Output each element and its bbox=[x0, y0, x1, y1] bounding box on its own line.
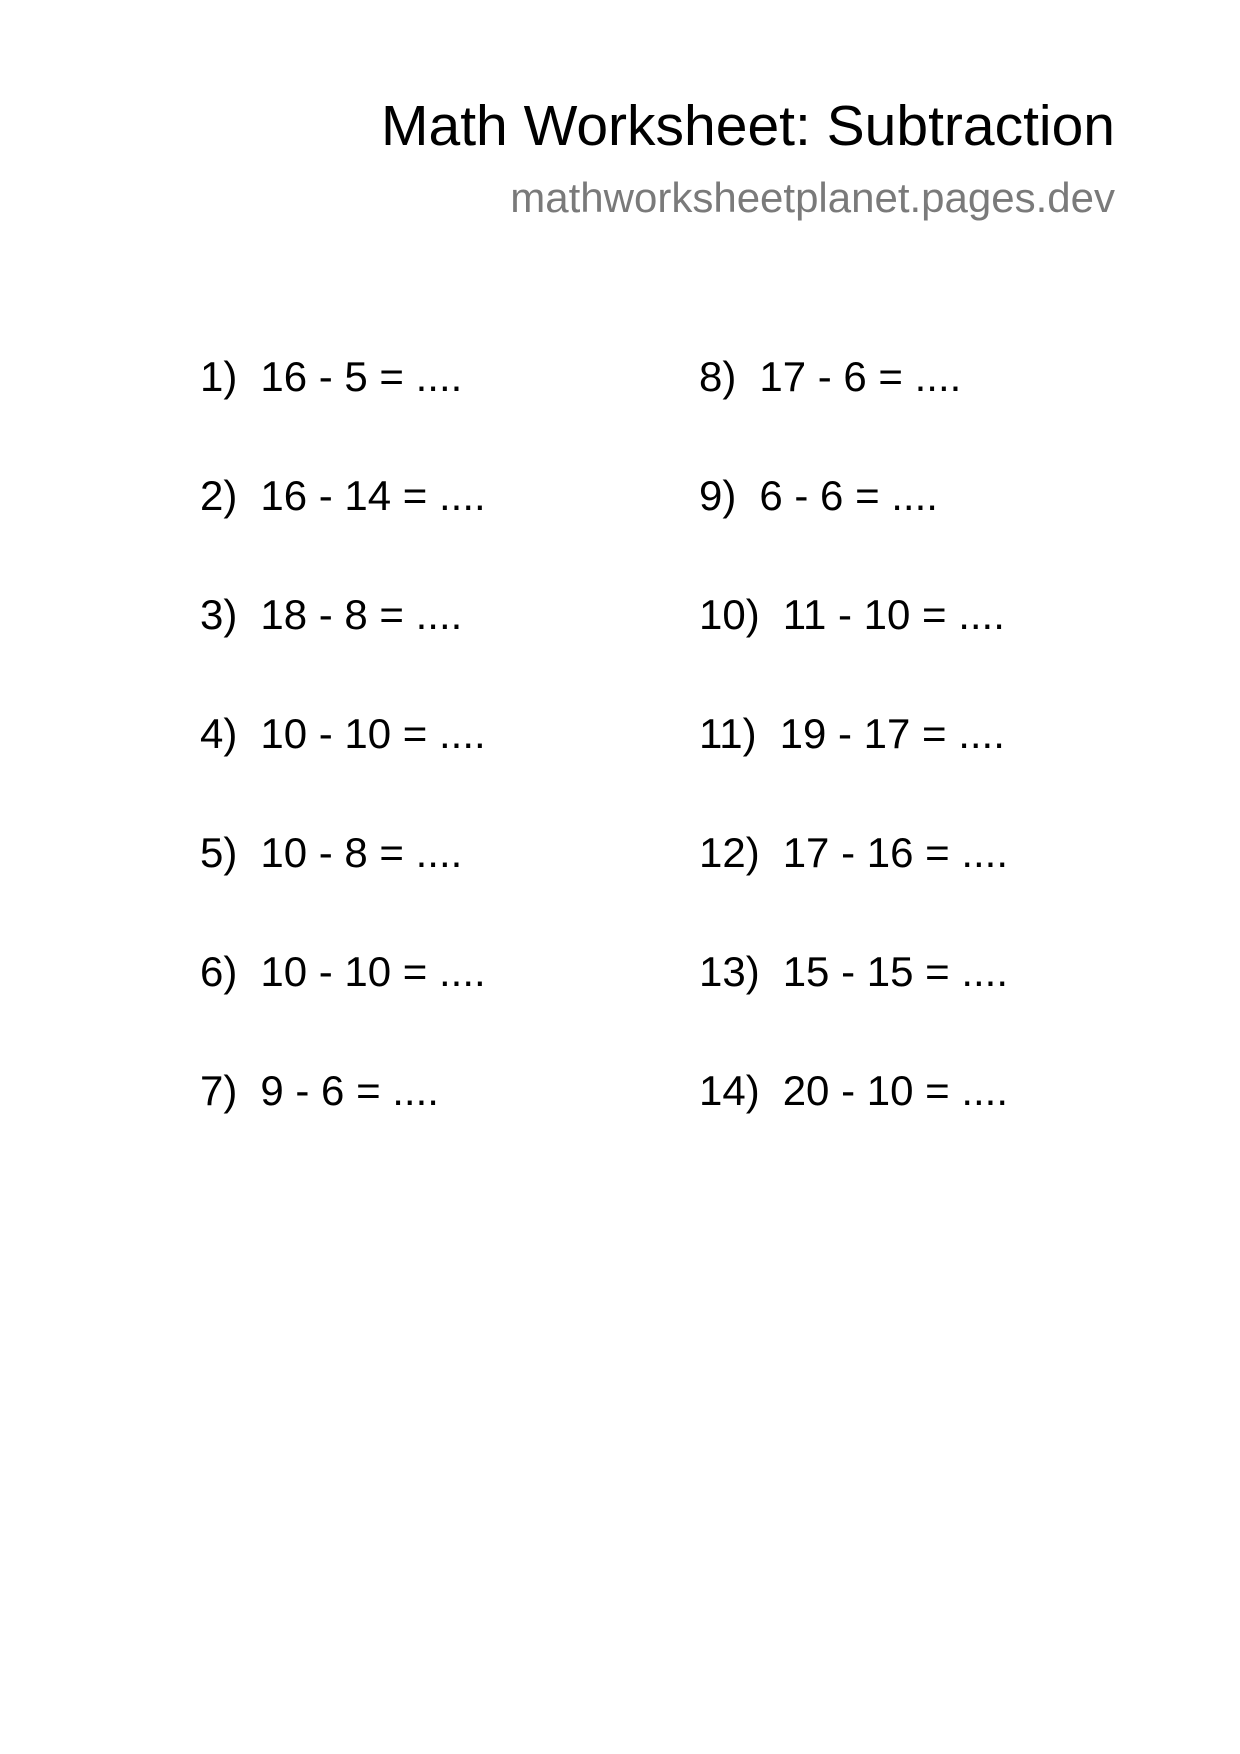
problem-number: 14) bbox=[699, 1067, 760, 1114]
problem-item bbox=[200, 587, 486, 706]
problem-expression: 10 - 10 = .... bbox=[260, 948, 486, 995]
problem-item bbox=[200, 1063, 486, 1182]
problem-expression: 10 - 10 = .... bbox=[260, 710, 486, 757]
website-label: mathworksheetplanet.pages.dev bbox=[510, 174, 1115, 221]
problem-number: 1) bbox=[200, 353, 238, 400]
problem-expression: 6 - 6 = .... bbox=[759, 472, 938, 519]
problem-item bbox=[699, 468, 1008, 587]
problem-item bbox=[699, 349, 1008, 468]
problem-number: 13) bbox=[699, 948, 760, 995]
problem-number: 4) bbox=[200, 710, 238, 757]
problem-expression: 20 - 10 = .... bbox=[782, 1067, 1009, 1114]
problem-number: 11) bbox=[699, 710, 757, 757]
problem-item bbox=[699, 944, 1008, 1063]
problem-number: 2) bbox=[200, 472, 238, 519]
problem-number: 6) bbox=[200, 948, 238, 995]
problem-expression: 18 - 8 = .... bbox=[260, 591, 463, 638]
problem-expression: 15 - 15 = .... bbox=[782, 948, 1009, 995]
problem-expression: 19 - 17 = .... bbox=[779, 710, 1005, 757]
problem-item bbox=[200, 468, 486, 587]
problem-number: 3) bbox=[200, 591, 238, 638]
problem-expression: 17 - 6 = .... bbox=[759, 353, 962, 400]
problem-item bbox=[200, 349, 486, 468]
problem-expression: 17 - 16 = .... bbox=[782, 829, 1009, 876]
problem-item bbox=[699, 1063, 1008, 1182]
problem-expression: 10 - 8 = .... bbox=[260, 829, 463, 876]
problem-expression: 16 - 5 = .... bbox=[260, 353, 463, 400]
problem-expression: 9 - 6 = .... bbox=[260, 1067, 439, 1114]
worksheet-header bbox=[381, 92, 1115, 223]
problem-expression: 16 - 14 = .... bbox=[260, 472, 486, 519]
problem-number: 5) bbox=[200, 829, 238, 876]
problem-number: 7) bbox=[200, 1067, 238, 1114]
problem-item bbox=[200, 825, 486, 944]
problem-item bbox=[699, 587, 1008, 706]
problems-column-left bbox=[200, 349, 486, 1182]
problem-expression: 11 - 10 = .... bbox=[782, 591, 1005, 638]
problem-number: 10) bbox=[699, 591, 760, 638]
problem-number: 12) bbox=[699, 829, 760, 876]
problem-number: 9) bbox=[699, 472, 737, 519]
problem-item bbox=[200, 706, 486, 825]
problems-column-right bbox=[699, 349, 1008, 1182]
page-title: Math Worksheet: Subtraction bbox=[381, 94, 1115, 158]
problem-item bbox=[200, 944, 486, 1063]
problem-number: 8) bbox=[699, 353, 737, 400]
problem-item bbox=[699, 706, 1008, 825]
problem-item bbox=[699, 825, 1008, 944]
